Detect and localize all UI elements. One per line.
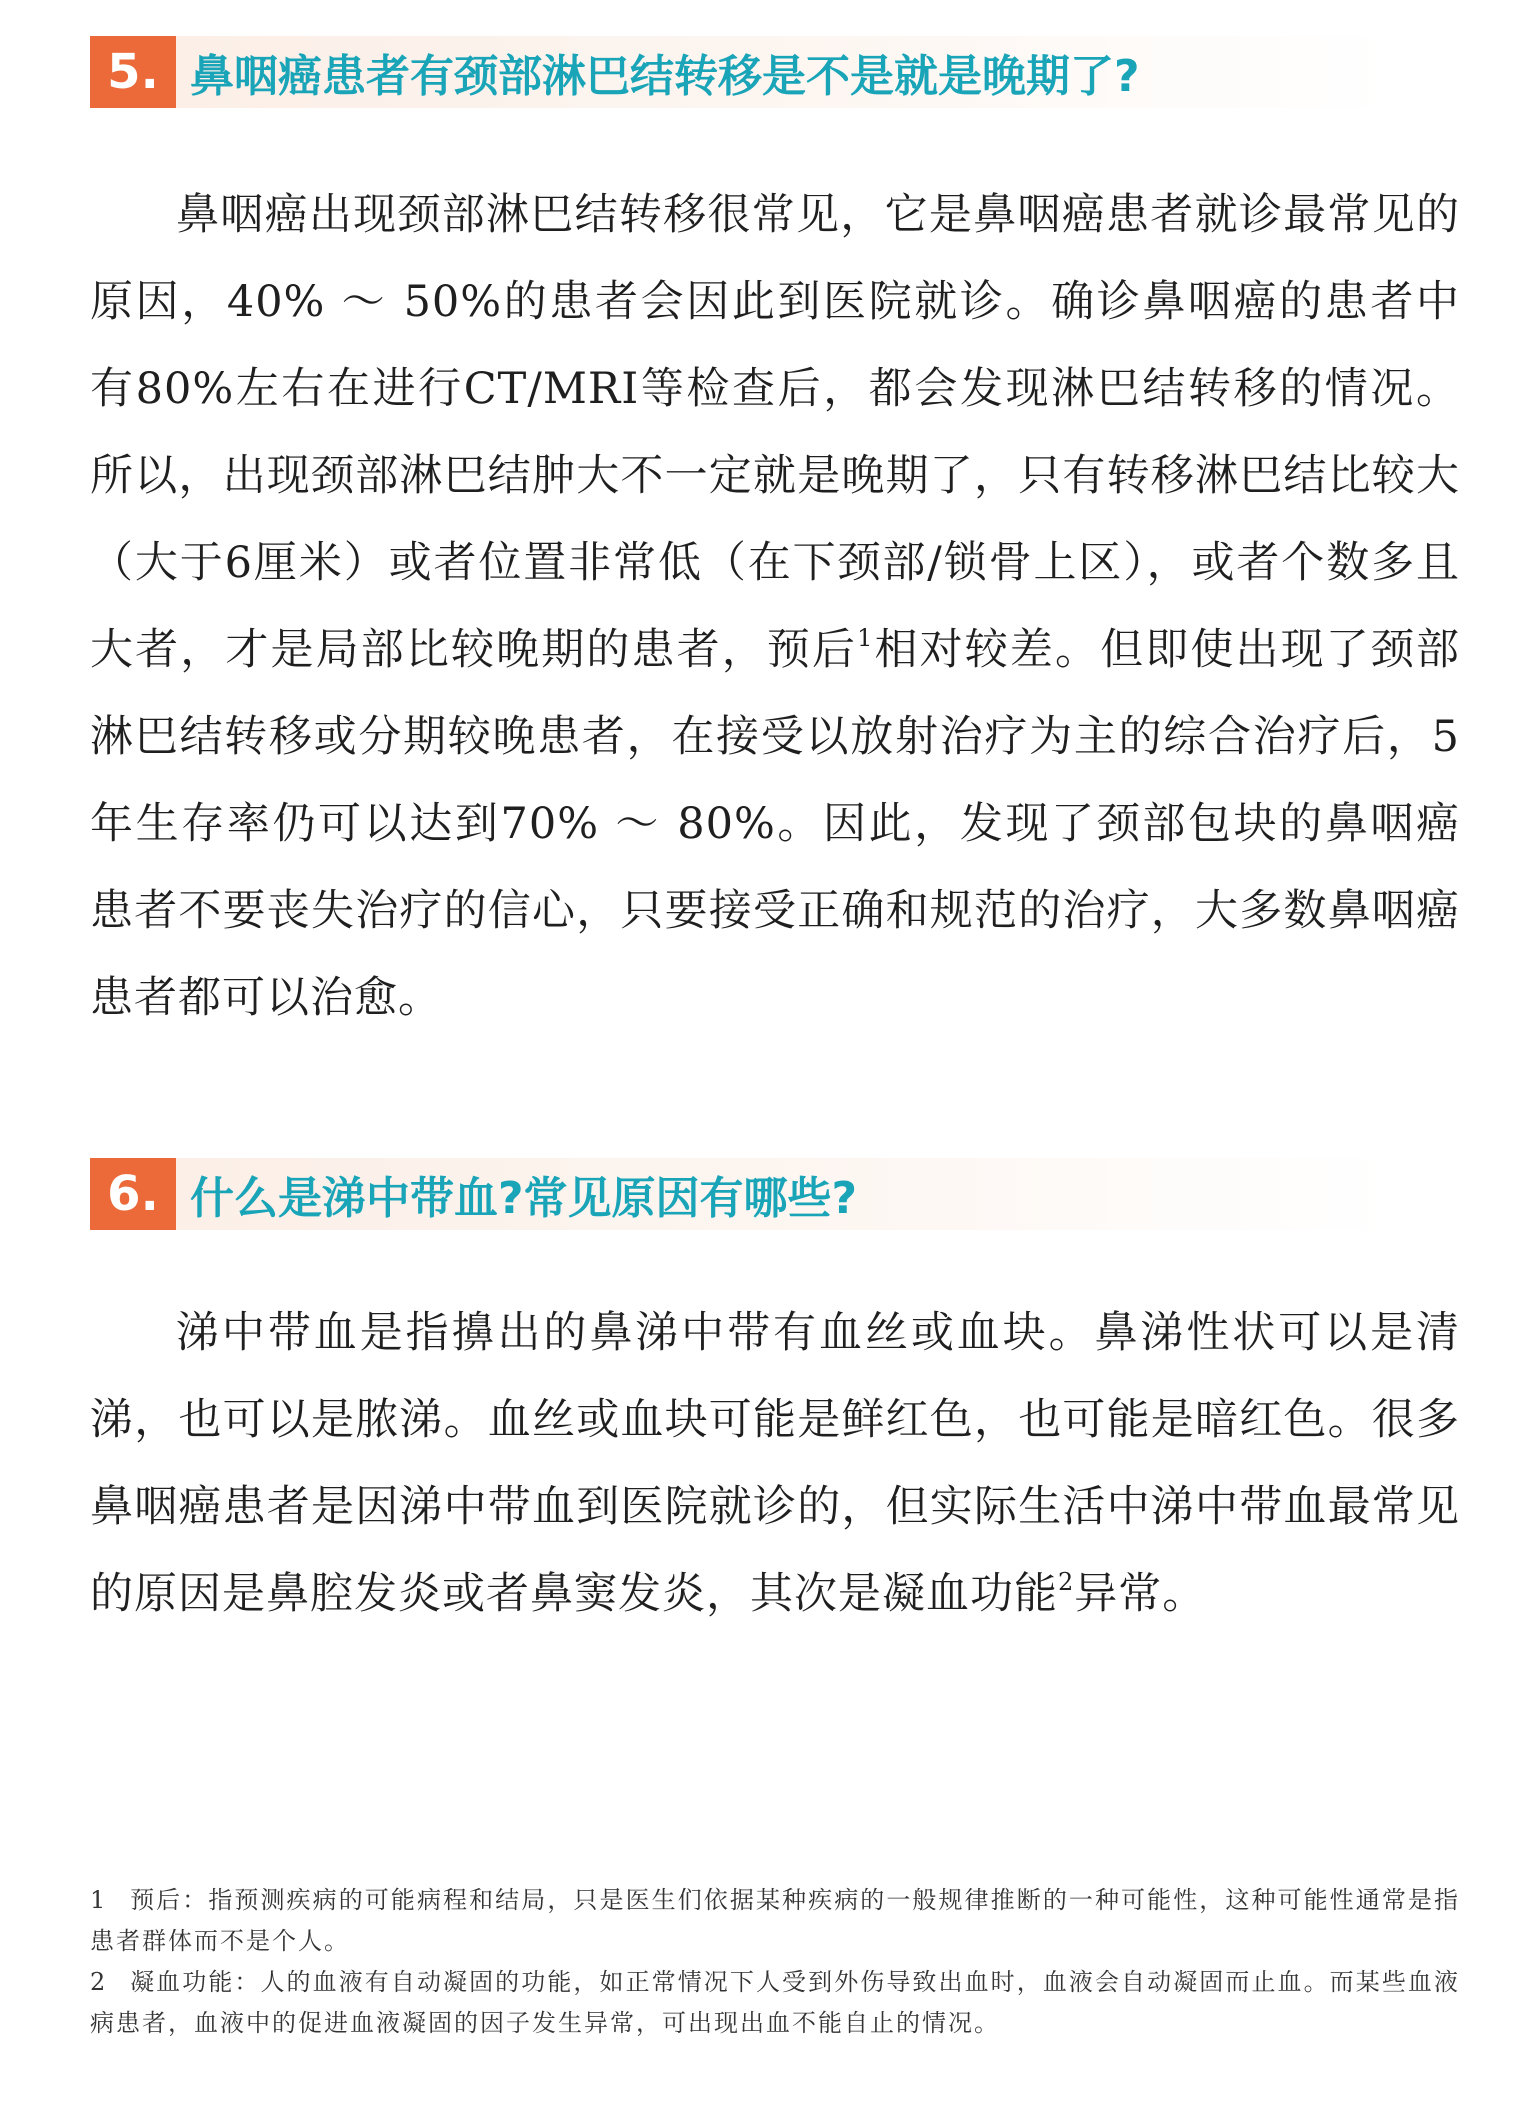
section-5-header (90, 36, 1390, 108)
section-number-badge: 6. (90, 1158, 176, 1230)
footnote-number: 2 (90, 1968, 108, 1996)
section-title: 什么是涕中带血?常见原因有哪些? (190, 1173, 858, 1224)
footnote-reference: 1 (857, 624, 874, 652)
section-5-paragraph (90, 172, 1460, 1042)
section-6-paragraph (90, 1290, 1460, 1638)
footnote-text: 凝血功能：人的血液有自动凝固的功能，如正常情况下人受到外伤导致出血时，血液会自动凝固而止血。而某些血液病患者，血液中的促进血液凝固的因子发生异常，可出现出血不能自止的情况。 (90, 1968, 1460, 2037)
paragraph-text: 相对较差。但即使出现了颈部淋巴结转移或分期较晚患者，在接受以放射治疗为主的综合治疗后，5年生存率仍可以达到70% ～ 80%。因此，发现了颈部包块的鼻咽癌患者不要丧失治疗的信心，只要接受正确和规范的治疗，大多数鼻咽癌患者都可以治愈。 (90, 625, 1461, 1023)
footnote-2 (90, 1962, 1460, 2044)
paragraph-text: 异常。 (1074, 1569, 1207, 1619)
paragraph-text: 鼻咽癌出现颈部淋巴结转移很常见，它是鼻咽癌患者就诊最常见的原因，40% ～ 50%的患者会因此到医院就诊。确诊鼻咽癌的患者中有80%左右在进行CT/MRI等检查后，都会发现淋巴结转移的情况。所以，出现颈部淋巴结肿大不一定就是晚期了，只有转移淋巴结比较大（大于6厘米）或者位置非常低（在下颈部/锁骨上区），或者个数多且大者，才是局部比较晚期的患者，预后 (90, 190, 1460, 675)
footnote-1 (90, 1880, 1460, 1962)
footnote-reference: 2 (1058, 1568, 1075, 1596)
footnotes (90, 1880, 1460, 2044)
footnote-text: 预后：指预测疾病的可能病程和结局，只是医生们依据某种疾病的一般规律推断的一种可能性，这种可能性通常是指患者群体而不是个人。 (90, 1886, 1460, 1955)
footnote-number: 1 (90, 1886, 108, 1914)
section-6-header (90, 1158, 1390, 1230)
paragraph-text: 涕中带血是指擤出的鼻涕中带有血丝或血块。鼻涕性状可以是清涕，也可以是脓涕。血丝或血块可能是鲜红色，也可能是暗红色。很多鼻咽癌患者是因涕中带血到医院就诊的，但实际生活中涕中带血最常见的原因是鼻腔发炎或者鼻窦发炎，其次是凝血功能 (90, 1308, 1460, 1619)
section-title: 鼻咽癌患者有颈部淋巴结转移是不是就是晚期了? (190, 51, 1140, 102)
section-number-badge: 5. (90, 36, 176, 108)
